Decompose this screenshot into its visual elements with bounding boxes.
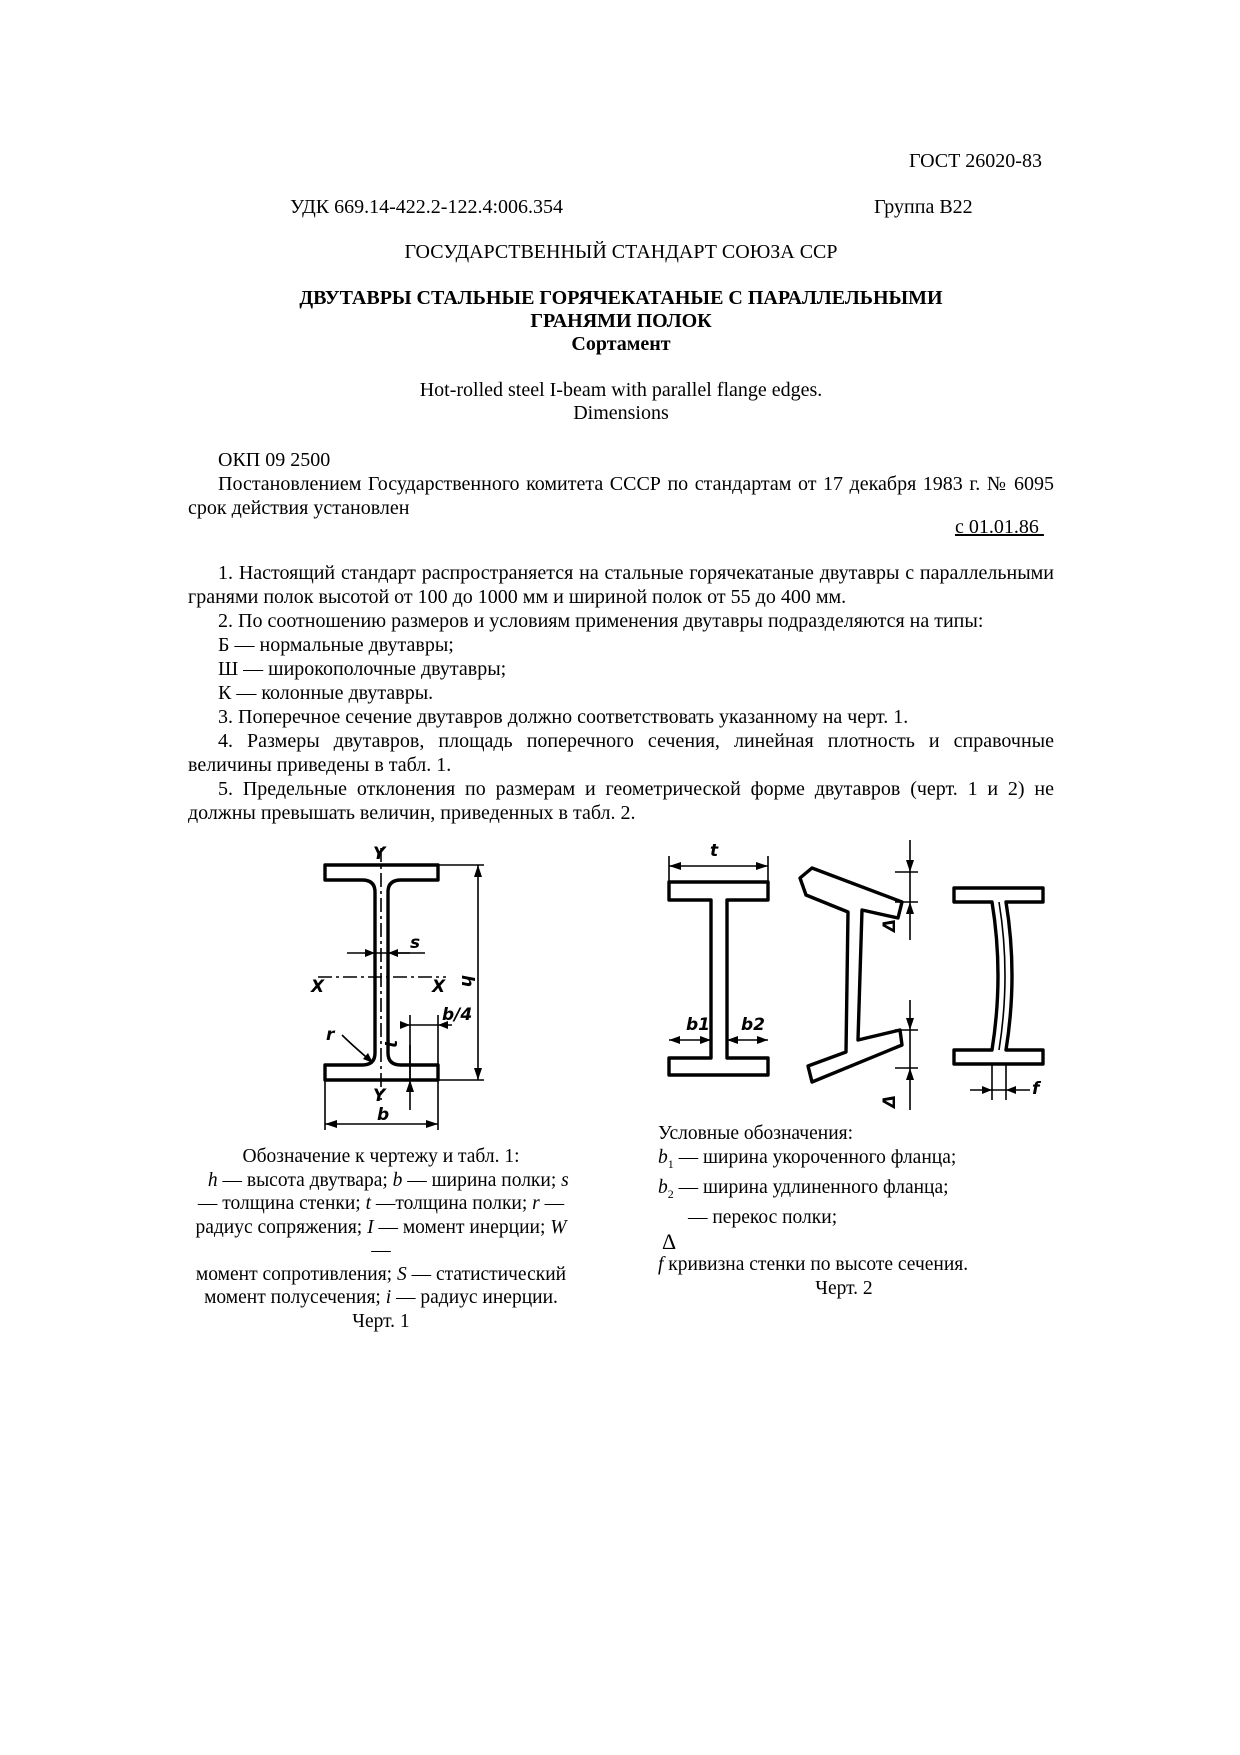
clause-1: 1. Настоящий стандарт распространяется на стальные горячекатаные двутавры с параллельными гранями полок высотой от 100 до 1000 мм и шириной полок от 55 до 400 мм. — [188, 562, 1054, 608]
fig2-beam-a-outline — [669, 882, 768, 1075]
english-title-line-1: Hot-rolled steel I-beam with parallel flange edges. — [419, 379, 823, 401]
type-sh: Ш — широкополочные двутавры; — [218, 658, 507, 680]
fig1-label-b4: b/4 — [442, 1005, 473, 1025]
fig1-label-h: h — [457, 975, 477, 988]
fig1-caption-title: Обозначение к чертежу и табл. 1: — [242, 1146, 520, 1167]
fig1-label-x-right: X — [432, 977, 446, 997]
udk-code: УДК 669.14-422.2-122.4:006.354 — [290, 196, 563, 218]
fig2-web-axis-line — [999, 902, 1005, 1050]
valid-from-date: с 01.01.86 — [955, 516, 1044, 538]
group-code: Группа В22 — [874, 196, 973, 218]
fig1-label-y-bottom: Y — [373, 1086, 386, 1106]
fig2-label-t: t — [710, 841, 719, 861]
fig1-label-x-left: X — [311, 977, 325, 997]
fig2-legend-f: f кривизна стенки по высоте сечения. — [658, 1254, 969, 1276]
clause-5: 5. Предельные отклонения по размерам и геометрической форме двутавров (черт. 1 и 2) не должны превышать величин, приведенных в табл. 2. — [188, 778, 1054, 824]
fig1-legend-line-2: — толщина стенки; t —толщина полки; r — — [197, 1193, 565, 1214]
fig1-chert-label: Черт. 1 — [352, 1310, 410, 1332]
fig2-beam-b-outline — [800, 868, 902, 1082]
fig1-legend-line-5: момент полусечения; i — радиус инерции. — [204, 1287, 558, 1308]
fig2-legend-b1: $b_1$ — ширина укороченного фланца; — [658, 1146, 957, 1171]
fig2-chert-label: Черт. 2 — [815, 1277, 873, 1299]
fig2-legend-delta-text: — перекос полки; — [688, 1207, 838, 1229]
fig2-label-b2: b2 — [741, 1015, 765, 1035]
fig2-label-delta-top: Δ — [880, 918, 900, 932]
fig1-legend-line-3: радиус сопряжения; I — момент инерции; W — — [195, 1216, 567, 1261]
fig1-legend-line-4: момент сопротивления; S — статистический — [195, 1263, 567, 1285]
decree-text: Постановлением Государственного комитета СССР по стандартам от 17 декабря 1983 г. № 6095 срок действия установлен — [188, 473, 1054, 519]
okp-code: ОКП 09 2500 — [218, 449, 331, 471]
fig1-label-s: s — [410, 933, 421, 953]
clause-3: 3. Поперечное сечение двутавров должно соответствовать указанному на черт. 1. — [218, 706, 909, 728]
title-line-2: ГРАНЯМИ ПОЛОК — [530, 310, 712, 332]
english-title-line-2: Dimensions — [573, 402, 669, 424]
fig2-caption — [658, 1122, 1078, 1300]
fig2-label-b1: b1 — [686, 1015, 710, 1035]
fig1-label-r: r — [326, 1025, 335, 1045]
fig2-caption-title: Условные обозначения: — [658, 1123, 854, 1144]
type-b: Б — нормальные двутавры; — [218, 634, 454, 656]
fig2-label-delta-bottom: Δ — [880, 1094, 900, 1108]
clause-4: 4. Размеры двутавров, площадь поперечного сечения, линейная плотность и справочные величины приведены в табл. 1. — [188, 730, 1054, 776]
fig2-beam-c-outline — [954, 888, 1043, 1064]
clause-2: 2. По соотношению размеров и условиям применения двутавры подразделяются на типы: — [218, 610, 984, 632]
fig2-label-f: f — [1032, 1079, 1040, 1099]
gost-number: ГОСТ 26020-83 — [909, 150, 1042, 172]
fig2-legend-b2: $b_2$ — ширина удлиненного фланца; — [658, 1176, 949, 1201]
title-line-1: ДВУТАВРЫ СТАЛЬНЫЕ ГОРЯЧЕКАТАНЫЕ С ПАРАЛЛЕЛЬНЫМИ — [299, 287, 943, 309]
fig1-caption — [186, 1145, 576, 1333]
type-k: К — колонные двутавры. — [218, 682, 434, 704]
fig2-legend-delta-symbol: Δ — [662, 1228, 677, 1254]
fig1-label-b: b — [377, 1105, 390, 1125]
fig1-legend-line-1: h — высота двутвара; b — ширина полки; s — [207, 1169, 569, 1191]
state-standard-heading: ГОСУДАРСТВЕННЫЙ СТАНДАРТ СОЮЗА ССР — [404, 241, 838, 263]
subtitle: Сортамент — [571, 333, 671, 355]
fig1-label-y-top: Y — [373, 844, 386, 864]
fig1-label-t: t — [382, 1039, 402, 1048]
